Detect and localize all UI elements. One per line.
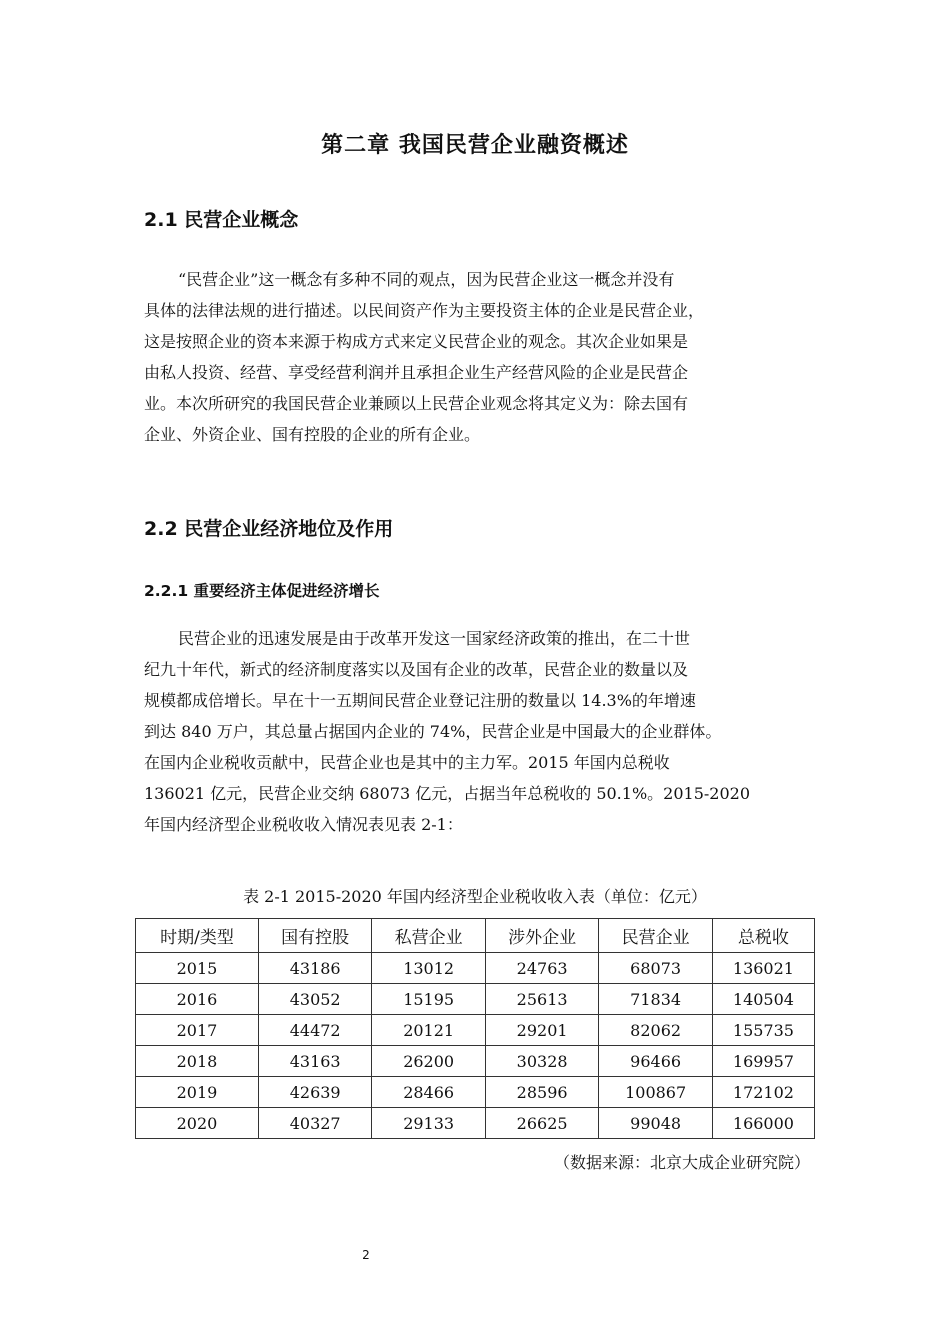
table-row — [136, 1108, 815, 1139]
table-cell: 43052 — [258, 984, 371, 1015]
table-cell: 42639 — [258, 1077, 371, 1108]
section-heading-2-2: 2.2 民营企业经济地位及作用 — [144, 518, 394, 540]
table-source-note: （数据来源：北京大成企业研究院） — [553, 1153, 810, 1172]
section-heading-2-1: 2.1 民营企业概念 — [144, 209, 299, 231]
table-cell: 172102 — [712, 1077, 814, 1108]
table-cell: 43163 — [258, 1046, 371, 1077]
table-cell: 25613 — [485, 984, 598, 1015]
table-cell: 169957 — [712, 1046, 814, 1077]
table-caption: 表 2-1 2015-2020 年国内经济型企业税收收入表（单位：亿元） — [243, 887, 707, 906]
table-cell: 2016 — [136, 984, 259, 1015]
table-cell: 96466 — [599, 1046, 712, 1077]
table-cell: 30328 — [485, 1046, 598, 1077]
table-cell: 24763 — [485, 953, 598, 984]
table-cell: 13012 — [372, 953, 485, 984]
table-cell: 26625 — [485, 1108, 598, 1139]
table-header-cell: 总税收 — [712, 919, 814, 953]
table-cell: 71834 — [599, 984, 712, 1015]
table-cell: 2019 — [136, 1077, 259, 1108]
tax-revenue-table — [135, 918, 815, 1139]
table-cell: 40327 — [258, 1108, 371, 1139]
table-header-cell: 民营企业 — [599, 919, 712, 953]
paragraph-line: 在国内企业税收贡献中，民营企业也是其中的主力军。2015 年国内总税收 — [144, 753, 670, 772]
paragraph-line: 企业、外资企业、国有控股的企业的所有企业。 — [144, 425, 481, 444]
paragraph-line: 这是按照企业的资本来源于构成方式来定义民营企业的观念。其次企业如果是 — [144, 332, 689, 351]
table-row — [136, 984, 815, 1015]
section-heading-2-2-1: 2.2.1 重要经济主体促进经济增长 — [144, 582, 380, 600]
section-2-1-paragraph — [144, 264, 809, 450]
table-cell: 29133 — [372, 1108, 485, 1139]
table-cell: 2020 — [136, 1108, 259, 1139]
table-cell: 15195 — [372, 984, 485, 1015]
paragraph-line: 纪九十年代，新式的经济制度落实以及国有企业的改革，民营企业的数量以及 — [144, 660, 689, 679]
table-cell: 2015 — [136, 953, 259, 984]
section-2-2-1-paragraph — [144, 623, 809, 840]
table-header-cell: 国有控股 — [258, 919, 371, 953]
table-cell: 28466 — [372, 1077, 485, 1108]
table-cell: 140504 — [712, 984, 814, 1015]
table-cell: 28596 — [485, 1077, 598, 1108]
table-header-row — [136, 919, 815, 953]
table-cell: 100867 — [599, 1077, 712, 1108]
chapter-title: 第二章 我国民营企业融资概述 — [321, 133, 629, 158]
paragraph-line: 到达 840 万户，其总量占据国内企业的 74%，民营企业是中国最大的企业群体。 — [144, 722, 722, 741]
paragraph-line: 具体的法律法规的进行描述。以民间资产作为主要投资主体的企业是民营企业， — [144, 301, 705, 320]
paragraph-line: 规模都成倍增长。早在十一五期间民营企业登记注册的数量以 14.3%的年增速 — [144, 691, 696, 710]
paragraph-line: 民营企业的迅速发展是由于改革开发这一国家经济政策的推出，在二十世 — [178, 629, 691, 648]
table-cell: 2018 — [136, 1046, 259, 1077]
paragraph-line: 年国内经济型企业税收收入情况表见表 2-1： — [144, 815, 463, 834]
paragraph-line: 由私人投资、经营、享受经营利润并且承担企业生产经营风险的企业是民营企 — [144, 363, 689, 382]
table-cell: 68073 — [599, 953, 712, 984]
paragraph-line: “民营企业”这一概念有多种不同的观点，因为民营企业这一概念并没有 — [178, 270, 675, 289]
table-cell: 155735 — [712, 1015, 814, 1046]
table-row — [136, 953, 815, 984]
table-cell: 136021 — [712, 953, 814, 984]
paragraph-line: 业。本次所研究的我国民营企业兼顾以上民营企业观念将其定义为：除去国有 — [144, 394, 689, 413]
table-row — [136, 1015, 815, 1046]
table-cell: 43186 — [258, 953, 371, 984]
paragraph-line: 136021 亿元，民营企业交纳 68073 亿元，占据当年总税收的 50.1%。2015-2020 — [144, 784, 750, 803]
table-header-cell: 时期/类型 — [136, 919, 259, 953]
table-cell: 99048 — [599, 1108, 712, 1139]
table-cell: 2017 — [136, 1015, 259, 1046]
table-header-cell: 私营企业 — [372, 919, 485, 953]
table-header-cell: 涉外企业 — [485, 919, 598, 953]
page-number: 2 — [362, 1248, 370, 1262]
table-cell: 20121 — [372, 1015, 485, 1046]
table-row — [136, 1046, 815, 1077]
table-cell: 26200 — [372, 1046, 485, 1077]
table-cell: 82062 — [599, 1015, 712, 1046]
table-cell: 166000 — [712, 1108, 814, 1139]
table-row — [136, 1077, 815, 1108]
table-cell: 44472 — [258, 1015, 371, 1046]
table-cell: 29201 — [485, 1015, 598, 1046]
